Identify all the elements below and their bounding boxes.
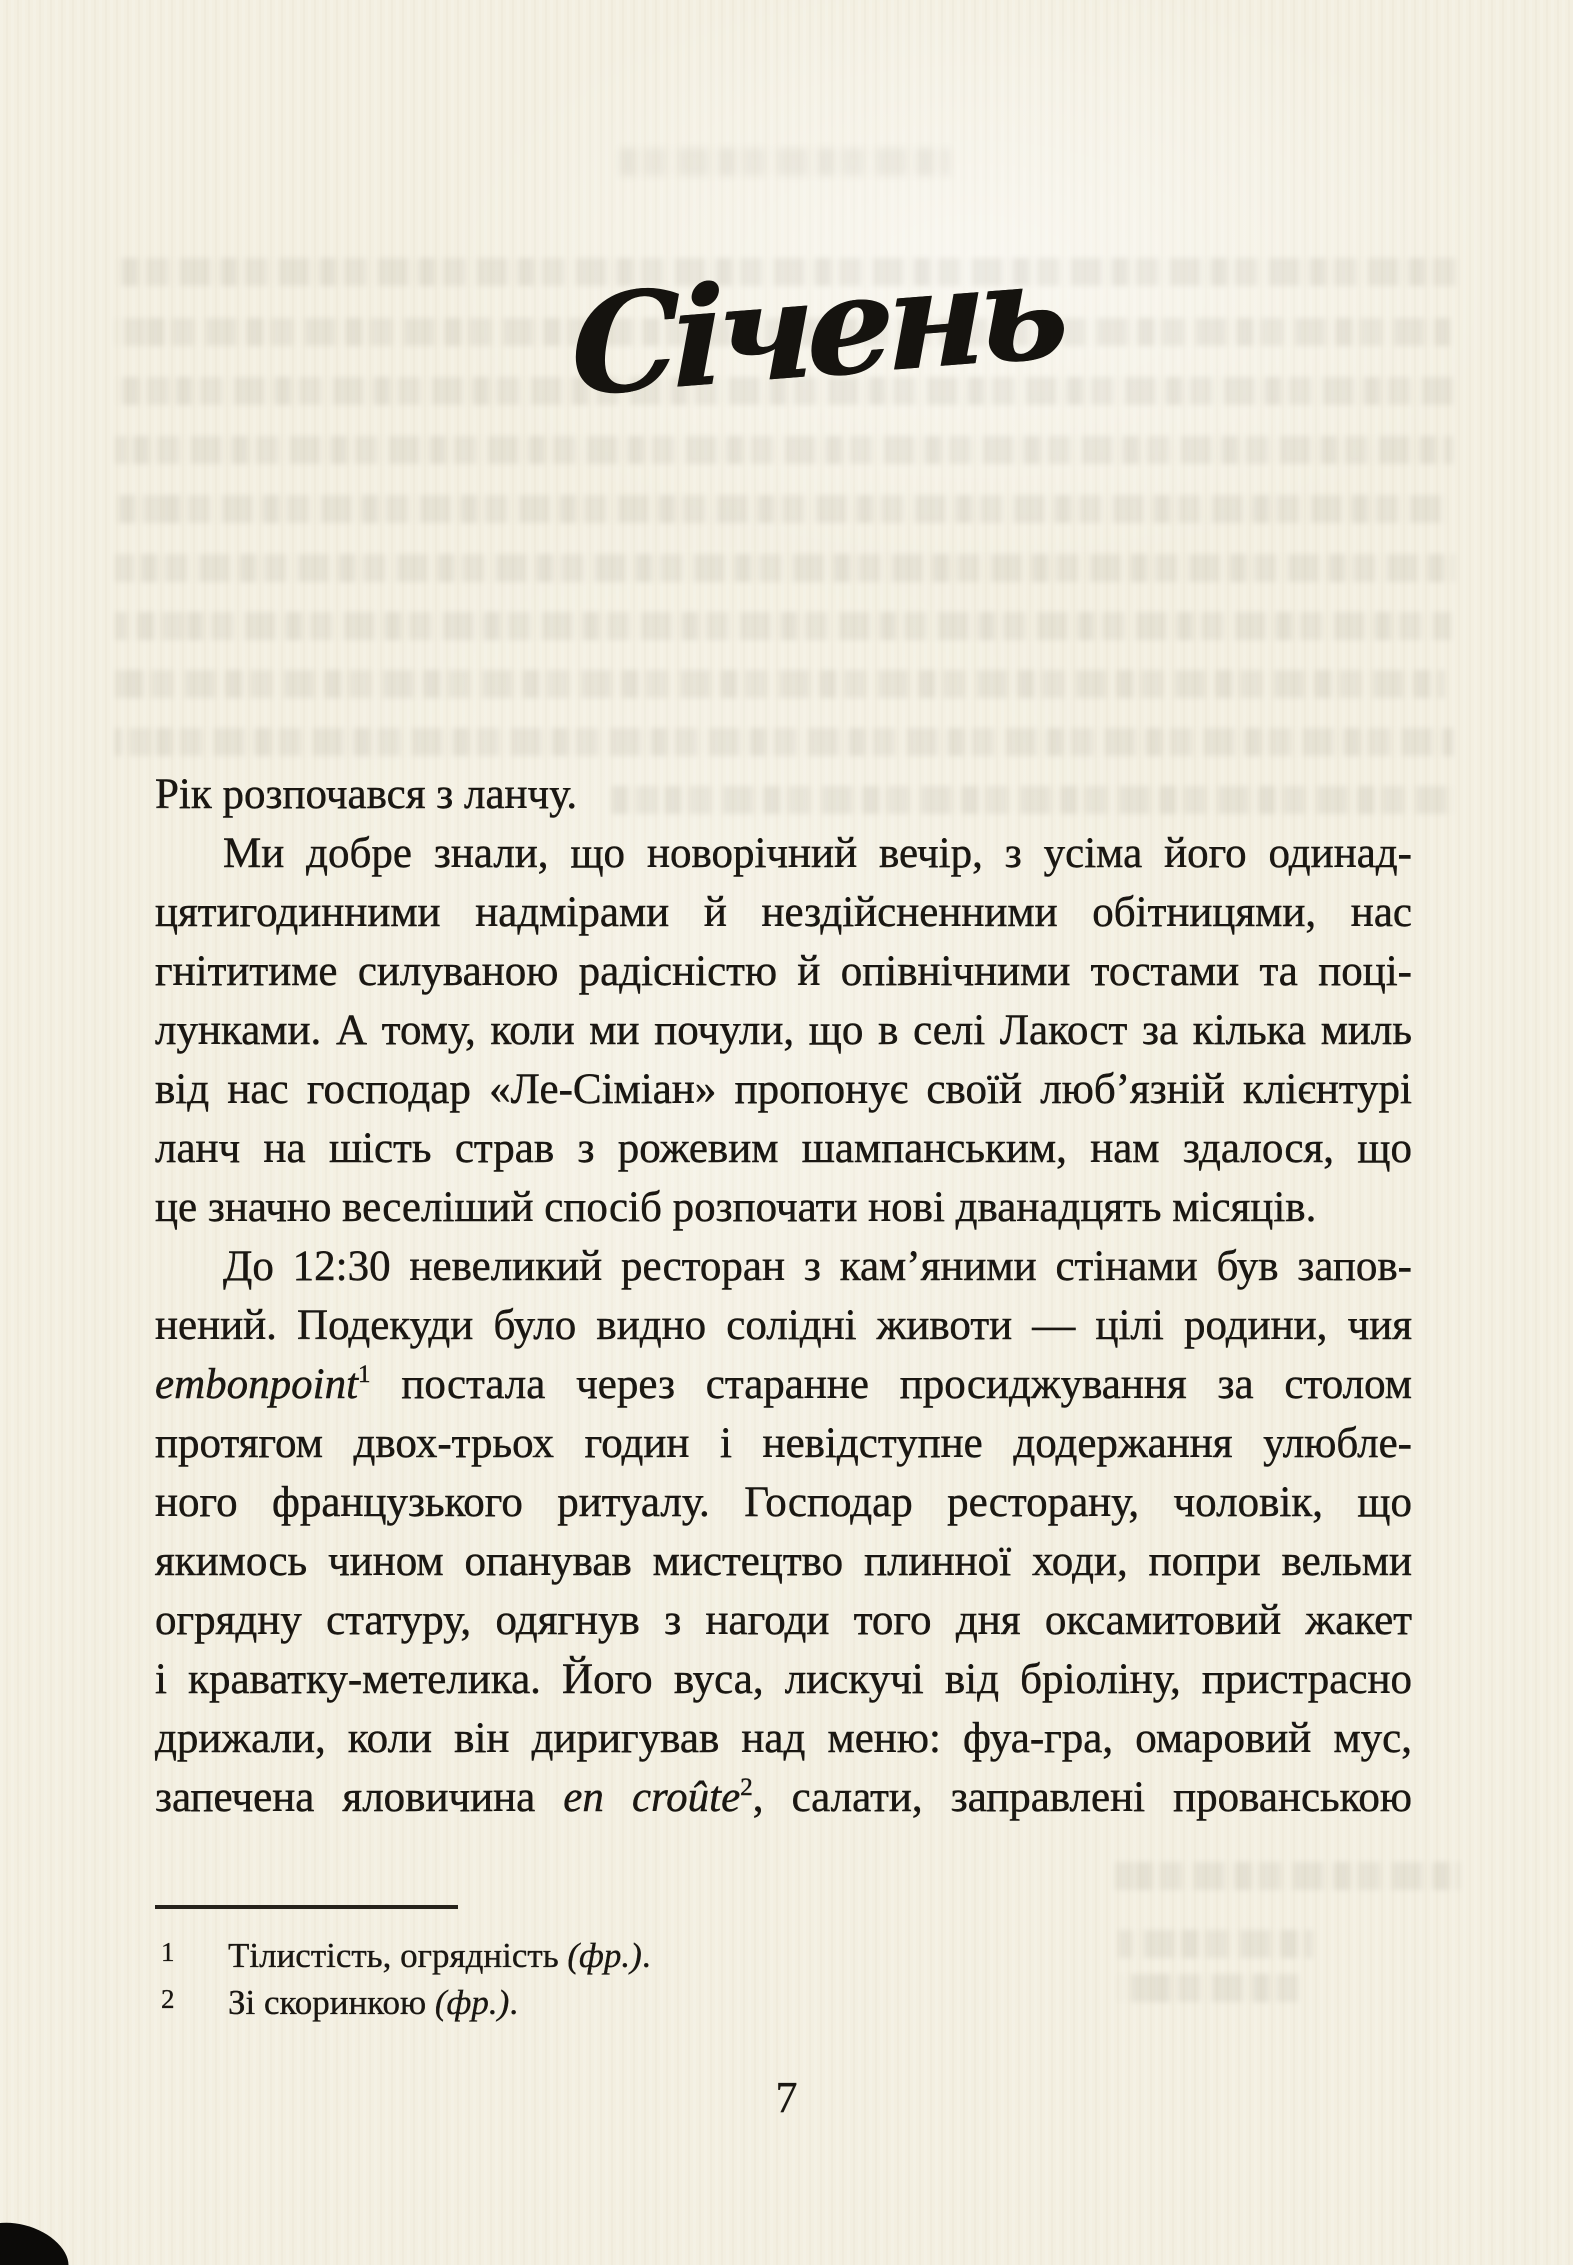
text-run: , салати, заправлені прованською: [752, 1774, 1412, 1821]
footnote-reference: 2: [740, 1774, 753, 1801]
foreign-term: embonpoint: [155, 1361, 359, 1408]
text-line: [155, 1355, 1412, 1414]
text-line: гнітитиме силуваною радісністю й опівнічними тостами та поці-: [155, 948, 1412, 995]
text-line: цятигодинними надмірами й нездійсненними обітницями, нас: [155, 889, 1412, 936]
text-line: ного французького ритуалу. Господар ресторану, чоловік, що: [155, 1479, 1412, 1526]
text-run: запечена яловичина: [155, 1774, 564, 1821]
text-line: ланч на шість страв з рожевим шампанським, нам здалося, що: [155, 1125, 1412, 1172]
footnote: [155, 1979, 1412, 2026]
text-line: лунками. А тому, коли ми почули, що в селі Лакост за кілька миль: [155, 1007, 1412, 1054]
text-line: Ми добре знали, що новорічний вечір, з усіма його одинад-: [223, 830, 1412, 877]
chapter-title: Січень: [570, 229, 1062, 428]
footnote-text: Тілистість, огрядність (фр.).: [228, 1936, 651, 1975]
language-label: (фр.): [434, 1983, 510, 2022]
text-line: протягом двох-трьох годин і невідступне додержання улюбле-: [155, 1420, 1412, 1467]
footnote-marker: 1: [161, 1937, 175, 1967]
text-line: якимось чином опанував мистецтво плинної ходи, попри вельми: [155, 1538, 1412, 1585]
bleedthrough-line: [115, 436, 1453, 464]
text-line: [155, 1768, 1412, 1827]
body-text: [155, 765, 1412, 1827]
text-line: нений. Подекуди було видно солідні животи — цілі родини, чия: [155, 1302, 1412, 1349]
footnote-reference: 1: [358, 1361, 371, 1388]
footnote-text: Зі скоринкою (фр.).: [228, 1983, 519, 2022]
text-line: огрядну статуру, одягнув з нагоди того дня оксамитовий жакет: [155, 1597, 1412, 1644]
bleedthrough-line: [115, 670, 1445, 698]
page-number: 7: [775, 2073, 798, 2122]
bleedthrough-line: [1115, 1862, 1460, 1890]
text-line: і краватку-метелика. Його вуса, лискучі від бріоліну, пристрасно: [155, 1656, 1412, 1703]
text-line: Рік розпочався з ланчу.: [155, 771, 578, 818]
foreign-term: en croûte: [563, 1774, 741, 1821]
text-line: від нас господар «Ле-Сіміан» пропонує своїй люб’язній клієнтурі: [155, 1066, 1412, 1113]
bleedthrough-line: [620, 148, 950, 176]
text-run: постала через старанне просиджування за столом: [370, 1361, 1412, 1408]
scan-corner-artifact: [0, 2211, 77, 2265]
footnote-separator: [155, 1905, 458, 1909]
text-line: До 12:30 невеликий ресторан з кам’яними стінами був запов-: [223, 1243, 1412, 1290]
bleedthrough-line: [115, 554, 1455, 582]
bleedthrough-line: [115, 728, 1453, 756]
footnote: [155, 1932, 1412, 1979]
footnote-marker: 2: [161, 1984, 175, 2014]
language-label: (фр.): [567, 1936, 642, 1975]
bleedthrough-line: [115, 612, 1451, 640]
text-line: це значно веселіший спосіб розпочати нові дванадцять місяців.: [155, 1184, 1317, 1231]
text-line: дрижали, коли він диригував над меню: фуа-гра, омаровий мус,: [155, 1715, 1412, 1762]
bleedthrough-line: [115, 495, 1447, 523]
footnotes: [155, 1932, 1412, 2026]
